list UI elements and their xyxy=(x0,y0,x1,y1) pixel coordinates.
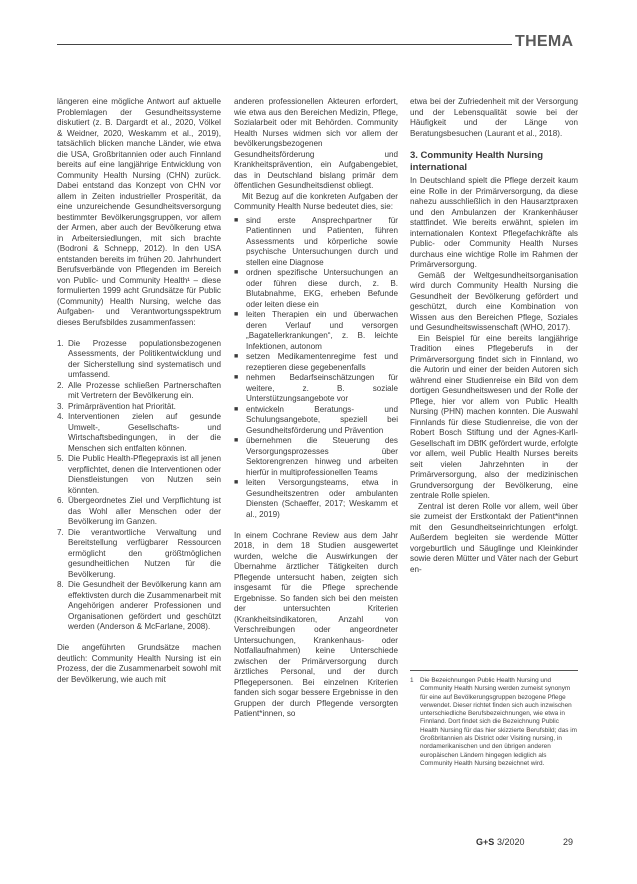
section-label: THEMA xyxy=(515,33,574,50)
list-number: 4. xyxy=(57,412,64,421)
list-text: Die verantwortliche Verwaltung und Bereitstellung verfügbarer Ressourcen ermöglicht den größtmöglichen gesundheitlichen Nutzen für die Bevölkerung. xyxy=(68,527,221,579)
list-text: Übergeordnetes Ziel und Verpflichtung ist das Wohl aller Menschen oder der Bevölkerung im Ganzen. xyxy=(68,496,221,526)
bullet-item xyxy=(234,216,398,269)
paragraph: Ein Beispiel für eine bereits langjährige Tradition eines Pflegeberufs in der Primärversorgung findet sich in Finnland, wo die Autorin und einer der beiden Autoren sich während einer Studienreise ein Bild von dem dortigen Gesundheitswesen und der Rolle der Pflege, hier vor allem von Public Health Nursing (PHN) machen konnten. Die Auswahl Finnlands für diese Studienreise, die von der Robert Bosch Stiftung und der Agnes-Karll-Gesellschaft im DBfK gefördert wurde, erfolgte vor allem, weil Public Health Nurses bereits seit vielen Jahrzehnten in der Primärversorgung, also der medizinischen Grundversorgung der Bevölkerung, eine zentrale Rolle spielen. xyxy=(410,333,578,500)
paragraph-review: In einem Cochrane Review aus dem Jahr 2018, in dem 18 Studien ausgewertet wurden, welche die Auswirkungen der Übernahme ärztlicher Tätigkeiten durch Pflegende untersucht haben, zeigten sich insgesamt für die Pflege sprechende Ergebnisse. So fanden sich bei den meisten der untersuchten Kriterien (Krankheitsindikatoren, Anzahl von Verschreibungen oder angeordneter Untersuchungen, Krankenhaus- oder Notfallaufnahmen) keine Unterschiede zwischen der Primärversorgung durch ärztliches Personal, und der durch Pflegepersonen. Bei einzelnen Kriterien fanden sich sogar bessere Ergebnisse in den Gruppen der durch Pflegende versorgten Patient*innen, so xyxy=(234,530,398,718)
journal-name: G+S xyxy=(476,837,495,847)
column-2 xyxy=(234,97,398,720)
tasks-list xyxy=(234,216,398,521)
page-number: 29 xyxy=(563,837,574,847)
paragraph-outro: Die angeführten Grundsätze machen deutlich: Community Health Nursing ist ein Prozess, der die Zusammenarbeit sowohl mit der Bevölkerung, wie auch mit xyxy=(57,643,221,684)
bullet-text: leiten Versorgungsteams, etwa in Gesundheitszentren oder ambulanten Diensten (Schaeffer, 2017; Weskamm et al., 2019) xyxy=(246,478,398,519)
list-number: 1. xyxy=(57,338,64,348)
bullet-item xyxy=(234,268,398,310)
bullet-item xyxy=(234,478,398,520)
bullet-text: übernehmen die Steuerung des Versorgungsprozesses über Sektorengrenzen hinweg und arbeiten hierfür in multiprofessionellen Teams xyxy=(246,436,398,477)
list-text: Interventionen zielen auf gesunde Umwelt-, Gesellschafts- und Wirtschaftsbedingungen, in der die Menschen sich entfalten können. xyxy=(68,412,221,453)
column-1 xyxy=(57,97,221,685)
square-bullet-icon: ■ xyxy=(234,405,239,413)
square-bullet-icon: ■ xyxy=(234,374,239,381)
paragraph: Gemäß der Weltgesundheitsorganisation wird durch Community Health Nursing die Gesundheit der Bevölkerung gefördert und geschützt, durch eine Kombination von Wissen aus den Bereichen Pflege, Soziales und Gesundheitswissenschaft (WHO, 2017). xyxy=(410,270,578,332)
square-bullet-icon: ■ xyxy=(234,311,239,318)
list-item xyxy=(57,528,221,581)
list-number: 3. xyxy=(57,401,64,411)
list-item xyxy=(57,402,221,413)
bullet-item xyxy=(234,436,398,478)
paragraph: Zentral ist deren Rolle vor allem, weil über sie zumeist der Erstkontakt der Patient*innen mit den Gesundheitseinrichtungen erfolgt. Außerdem begleiten sie werdende Mütter vorgeburtlich und Säuglinge und Kleinkinder sowie deren Mütter und Väter nach der Geburt en- xyxy=(410,501,578,574)
bullet-text: setzen Medikamentenregime fest und rezeptieren diese gegebenenfalls xyxy=(246,352,398,372)
list-item xyxy=(57,454,221,496)
bullet-text: entwickeln Beratungs- und Schulungsangebote, speziell bei Gesundheitsförderung und Prävention xyxy=(246,404,398,435)
list-text: Die Gesundheit der Bevölkerung kann am effektivsten durch die Zusammenarbeit mit Angehörigen anderer Professionen und Organisationen gefördert und geschützt werden (Anderson & McFarlane, 2008). xyxy=(68,580,221,631)
bullet-text: ordnen spezifische Untersuchungen an oder führen diese durch, z. B. Blutabnahme, EKG, erheben Befunde oder leiten diese ein xyxy=(246,268,398,309)
list-number: 7. xyxy=(57,527,64,537)
issue-number: 3/2020 xyxy=(497,837,525,847)
list-text: Alle Prozesse schließen Partnerschaften mit Vertretern der Bevölkerung ein. xyxy=(68,380,221,400)
paragraph: In Deutschland spielt die Pflege derzeit kaum eine Rolle in der Primärversorgung, da diese nahezu ausschließlich in den Hausarztpraxen und den Ambulanzen der Krankenhäuser stattfindet. Wie bereits erwähnt, spielen im internationalen Kontext Pflegefachkräfte als Public- oder Community Health Nurses durchaus eine wichtige Rolle im Rahmen der Primärversorgung. xyxy=(410,176,578,269)
list-item xyxy=(57,412,221,454)
square-bullet-icon: ■ xyxy=(234,269,239,276)
paragraph-intro: anderen professionellen Akteuren erfordert, wie etwa aus den Bereichen Medizin, Pflege, Sozialarbeit oder mit Behörden. Community Health Nurses widmen sich vor allem der bevölkerungsbezogenen Gesundheitsförderung und Krankheitsprävention, ein Aufgabengebiet, das in Deutschland bislang primär dem öffentlichen Gesundheitsdienst obliegt. xyxy=(234,97,398,190)
square-bullet-icon: ■ xyxy=(234,479,239,486)
list-item xyxy=(57,339,221,381)
square-bullet-icon: ■ xyxy=(234,353,239,360)
section-heading: 3. Community Health Nursing international xyxy=(410,150,544,173)
principles-list xyxy=(57,339,221,633)
list-text: Die Public Health-Pflegepraxis ist all jenen verpflichtet, denen die Interventionen oder Dienstleistungen von Nutzen sein könnten. xyxy=(68,454,221,495)
paragraph-intro: etwa bei der Zufriedenheit mit der Versorgung und der Lebensqualität sowie bei der Häufigkeit und der Länge von Beratungsbesuchen (Laurant et al., 2018). xyxy=(410,97,578,138)
list-number: 5. xyxy=(57,454,64,463)
bullet-text: nehmen Bedarfseinschätzungen für weitere, z. B. soziale Unterstützungsangebote vor xyxy=(246,373,398,403)
list-number: 8. xyxy=(57,580,64,589)
square-bullet-icon: ■ xyxy=(234,437,239,444)
bullet-text: sind erste Ansprechpartner für Patientinnen und Patienten, führen Assessments und körperliche sowie psychische Untersuchungen durch und stellen eine Diagnose xyxy=(246,215,398,267)
list-number: 6. xyxy=(57,496,64,505)
bullet-item xyxy=(234,352,398,373)
footnote xyxy=(410,670,578,768)
square-bullet-icon: ■ xyxy=(234,216,239,224)
list-text: Die Prozesse populationsbezogenen Assessments, der Politikentwicklung und der Sicherstellung sind systematisch und umfassend. xyxy=(68,338,221,379)
footnote-number: 1 xyxy=(410,677,414,684)
column-3 xyxy=(410,97,578,575)
list-item xyxy=(57,381,221,402)
list-text: Primärprävention hat Priorität. xyxy=(68,401,176,411)
bullet-item xyxy=(234,405,398,437)
list-item xyxy=(57,496,221,528)
paragraph-intro: längeren eine mögliche Antwort auf aktuelle Problemlagen der Gesundheitssysteme diskutiert (z. B. Dargardt et al., 2020, Völkel & Weidner, 2020, Weskamm et al., 2019), tatsächlich blicken manche Länder, wie etwa die USA, Großbritannien oder auch Finnland bereits auf eine langjährige Entwicklung von Community Health Nursing (CHN) zurück. Dabei entstand das Konzept von CHN vor allem in Zeiten industrieller Prosperität, da eine unzureichende Gesundheitsversorgung bestimmter Bevölkerungsgruppen, vor allem der Armen, aber auch der Bevölkerung etwa in Arbeitersiedlungen, mit sich brachte (Bodroni & Schnepp, 2012). In den USA entstanden bereits im frühen 20. Jahrhundert Berufsverbände von Pflegenden im Bereich von Public- und Community Health¹ – diese formulierten 1999 acht Grundsätze für Public (Community) Health Nursing, welche das Aufgaben- und Verantwortungsspektrum dieses Berufsbildes zusammenfassen: xyxy=(57,97,221,327)
bullet-item xyxy=(234,310,398,352)
footnote-text: Die Bezeichnungen Public Health Nursing und Community Health Nursing werden zumeist synonym für eine auf Bevölkerungsgruppen bezogene Pflege verwendet. Dieser richtet finden sich auch inzwischen unterschiedliche Berufsbezeichnungen, wie etwa in Finnland. Dort findet sich die Bezeichnung Public Health Nursing für das hier skizzierte Berufsbild; das im Großbritannien als District oder Visiting nursing, in nordamerikanischen und den übrigen anderen europäischen Ländern hingegen lediglich als Community Health Nursing bezeichnet wird. xyxy=(420,677,577,767)
header-rule xyxy=(57,44,512,45)
list-number: 2. xyxy=(57,380,64,390)
list-item xyxy=(57,580,221,633)
paragraph-tasks-intro: Mit Bezug auf die konkreten Aufgaben der Community Health Nurse bedeutet dies, sie: xyxy=(234,191,398,211)
bullet-text: leiten Therapien ein und überwachen deren Verlauf und versorgen „Bagatellerkrankungen“, z. B. leichte Infektionen, autonom xyxy=(246,310,398,351)
bullet-item xyxy=(234,373,398,405)
